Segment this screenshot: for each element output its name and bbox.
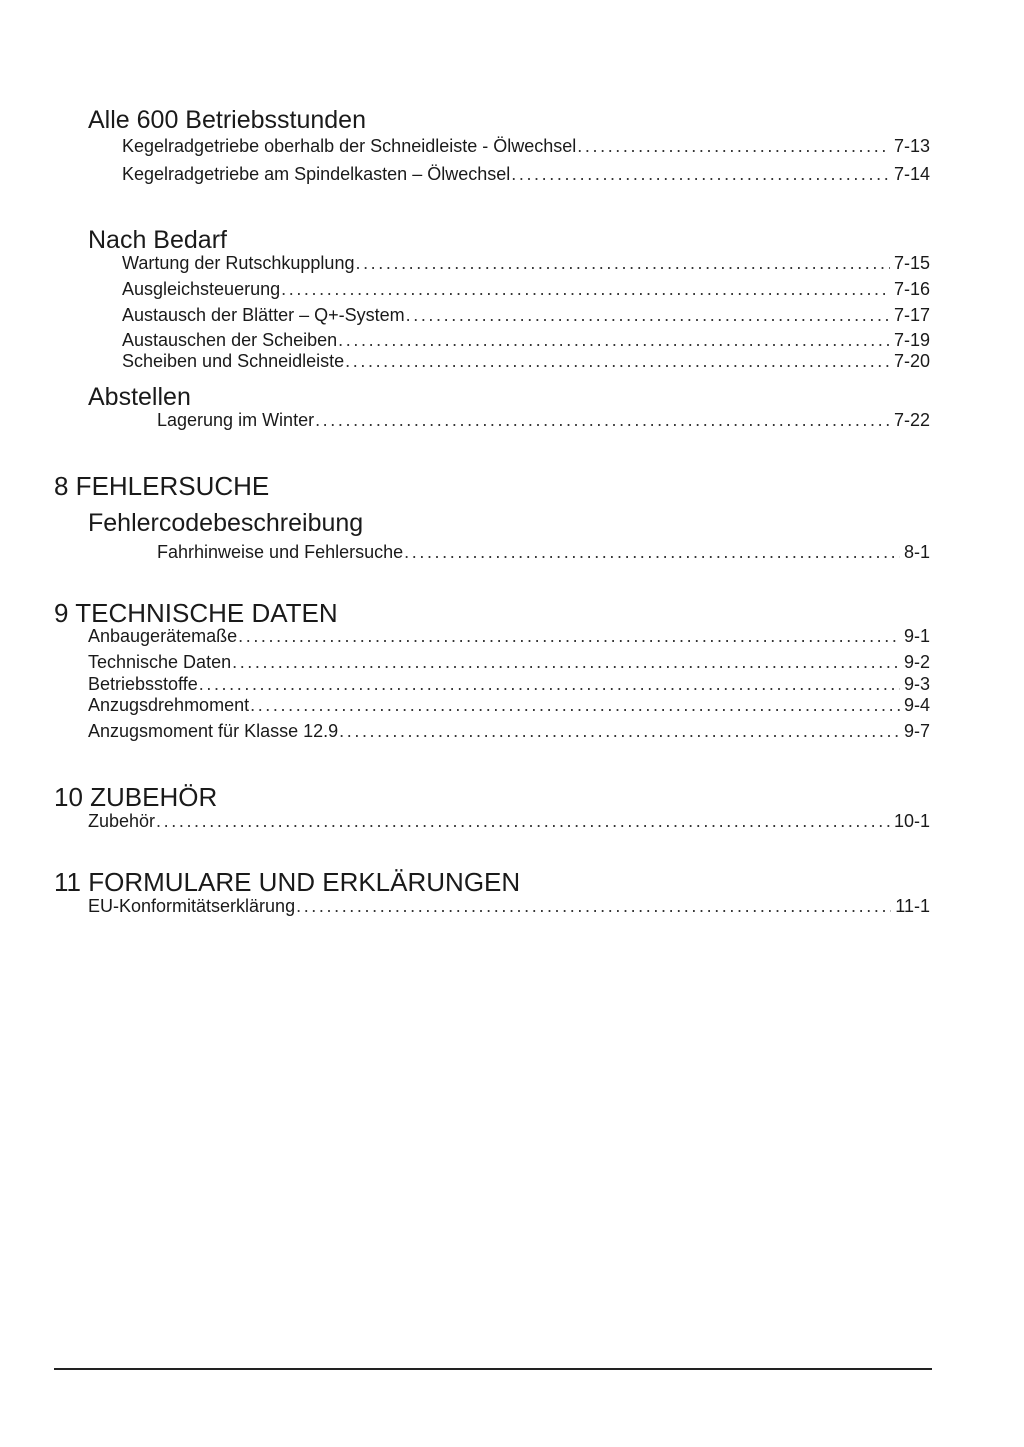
- toc-entry-label: Wartung der Rutschkupplung: [122, 253, 355, 273]
- toc-entry-label: Anzugsdrehmoment: [88, 695, 250, 715]
- dot-leader: [315, 409, 890, 431]
- toc-entry[interactable]: [88, 810, 930, 832]
- dot-leader: [281, 278, 890, 300]
- dot-leader: [296, 895, 891, 917]
- toc-entry-label: Zubehör: [88, 811, 156, 831]
- dot-leader: [577, 135, 890, 157]
- dot-leader: [345, 350, 890, 372]
- toc-entry[interactable]: [88, 651, 930, 673]
- toc-entry-page: 9-1: [903, 626, 930, 646]
- toc-entry[interactable]: [88, 895, 930, 917]
- toc-entry[interactable]: [122, 278, 930, 300]
- toc-entry-page: 9-4: [903, 695, 930, 715]
- toc-entry[interactable]: [157, 409, 930, 431]
- toc-entry-page: 8-1: [903, 542, 930, 562]
- toc-entry[interactable]: [122, 304, 930, 326]
- toc-entry-page: 7-22: [893, 410, 930, 430]
- section-title-600-hours: Alle 600 Betriebsstunden: [88, 106, 366, 134]
- toc-entry-page: 7-17: [893, 305, 930, 325]
- footer-divider: [54, 1368, 932, 1370]
- toc-entry-page: 9-2: [903, 652, 930, 672]
- dot-leader: [232, 651, 900, 673]
- toc-entry-page: 9-3: [903, 674, 930, 694]
- toc-entry-page: 7-16: [893, 279, 930, 299]
- toc-entry[interactable]: [122, 329, 930, 351]
- dot-leader: [199, 673, 900, 695]
- section-title-error-codes: Fehlercodebeschreibung: [88, 509, 364, 537]
- toc-entry[interactable]: [88, 625, 930, 647]
- toc-entry-label: Ausgleichsteuerung: [122, 279, 281, 299]
- dot-leader: [238, 625, 900, 647]
- toc-entry-page: 11-1: [895, 896, 930, 916]
- toc-entry-label: Austauschen der Scheiben: [122, 330, 338, 350]
- chapter-title-forms-declarations: 11 FORMULARE UND ERKLÄRUNGEN: [54, 867, 521, 897]
- toc-entry[interactable]: [88, 673, 930, 695]
- chapter-title-troubleshooting: 8 FEHLERSUCHE: [54, 471, 270, 501]
- toc-entry-label: Anbaugerätemaße: [88, 626, 238, 646]
- toc-entry-label: Lagerung im Winter: [157, 410, 315, 430]
- dot-leader: [404, 541, 900, 563]
- toc-entry-label: Scheiben und Schneidleiste: [122, 351, 345, 371]
- toc-entry-label: Betriebsstoffe: [88, 674, 198, 694]
- toc-entry-page: 10-1: [893, 811, 930, 831]
- dot-leader: [250, 694, 900, 716]
- dot-leader: [406, 304, 890, 326]
- toc-entry[interactable]: [122, 135, 930, 157]
- toc-entry[interactable]: [157, 541, 930, 563]
- toc-entry-page: 7-14: [893, 164, 930, 184]
- toc-entry-page: 7-15: [893, 253, 930, 273]
- toc-entry[interactable]: [88, 694, 930, 716]
- dot-leader: [355, 252, 890, 274]
- toc-entry-label: Technische Daten: [88, 652, 232, 672]
- toc-entry-label: EU-Konformitätserklärung: [88, 896, 296, 916]
- dot-leader: [338, 329, 890, 351]
- section-title-storage: Abstellen: [88, 383, 191, 411]
- toc-entry[interactable]: [122, 350, 930, 372]
- toc-entry[interactable]: [88, 720, 930, 742]
- toc-entry-page: 9-7: [903, 721, 930, 741]
- toc-entry-label: Kegelradgetriebe am Spindelkasten – Ölwechsel: [122, 164, 511, 184]
- toc-entry-page: 7-13: [893, 136, 930, 156]
- toc-entry-label: Kegelradgetriebe oberhalb der Schneidleiste - Ölwechsel: [122, 136, 577, 156]
- toc-entry[interactable]: [122, 252, 930, 274]
- chapter-title-technical-data: 9 TECHNISCHE DATEN: [54, 598, 338, 628]
- section-title-as-needed: Nach Bedarf: [88, 226, 227, 254]
- dot-leader: [156, 810, 890, 832]
- toc-entry-label: Austausch der Blätter – Q+-System: [122, 305, 405, 325]
- dot-leader: [339, 720, 900, 742]
- chapter-title-accessories: 10 ZUBEHÖR: [54, 782, 218, 812]
- toc-entry[interactable]: [122, 163, 930, 185]
- toc-entry-page: 7-20: [893, 351, 930, 371]
- toc-entry-label: Fahrhinweise und Fehlersuche: [157, 542, 404, 562]
- toc-entry-page: 7-19: [893, 330, 930, 350]
- dot-leader: [511, 163, 890, 185]
- toc-entry-label: Anzugsmoment für Klasse 12.9: [88, 721, 339, 741]
